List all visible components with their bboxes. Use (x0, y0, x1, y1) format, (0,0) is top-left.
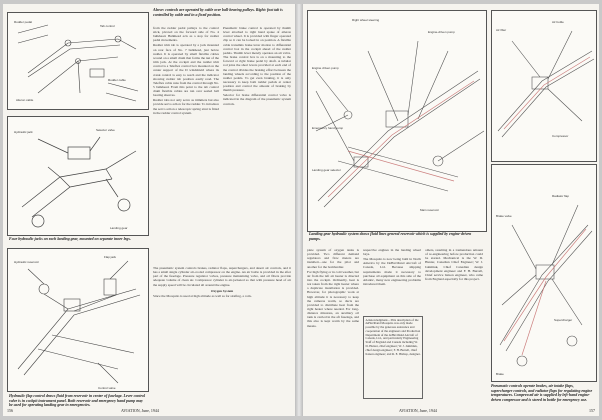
svg-text:Radiator flap: Radiator flap (552, 194, 570, 198)
svg-text:Flap jack: Flap jack (104, 255, 117, 259)
paragraph: The Mosquito is now being built in North America by the DeHavilland Aircraft of Canada, Ltd. Because shipping requirements made it necessary to purchase all equipment on this side of the Atlantic, many new engineering problems introduced them. (363, 257, 421, 287)
svg-text:Tab control: Tab control (100, 24, 115, 28)
oxygen-subhead: Oxygen System (210, 288, 234, 293)
paragraph: respective engines in the landing wheel bays. (363, 248, 421, 257)
acknowledgment-box: Acknowledgment—This description of the deHavilland Mosquito was only made possible by the generous assistance and cooperation of the engineers and Production Department of the deHavilland Aircraft of Canada, Ltd., and particularly Engineering Staff of England and Canada including W. D. Hunter, chief engineer; W. J. Jakimiuk, chief design engineer; F. H. Burrell, chief liaison engineer; and R. E. Bishop, designer. (363, 316, 423, 399)
paragraph: Selector for brake differential control valve is indicated in the diagram of the pneumatic system controls. (223, 93, 291, 106)
paragraph: Rudder trim tab is operated by a jack mounted on rear face of No. 7 bulkhead, just below rudder. It is operated by small flexible cables wound on a small drum that forms the nut of the trim jack. At the cockpit end the rudder trim control is a Teleflex control box mounted on the center support of the D windshield where its crank control is easy to reach and the indicator showing rudder tab position easily read. The Teleflex cable runs from the control through No. 5 bulkhead. From this point to the tab control drum flexible cables are run over sealed ball bearing sheaves. (153, 43, 219, 98)
left-body-column-3 (153, 266, 291, 396)
svg-text:Air filter: Air filter (496, 28, 507, 32)
svg-text:Brake: Brake (496, 372, 504, 376)
svg-text:Control valve: Control valve (98, 386, 116, 390)
paragraph: Pneumatic brake control is operated by thumb lever attached to right hand spoke of aileron control wheel. It is provided with finger operated clip so it can be locked in on position. A flexible cable transmits brake lever motion to differential control box in the cockpit ahead of the rudder pedals. Thumb lever merely operates an air valve. The brake control box is on a mounting to the forward or right brake pedal by shaft. A tubular rod joins the short levers provided at each end of the control divides the braking effort between the landing wheels according to the position of the rudder pedals. To get even braking, it is only necessary to keep both rudder pedals at center position and control the amount of braking by thumb pressure. (223, 26, 291, 93)
pneumatic-system-diagram (491, 10, 597, 162)
footer-right: AVIATION, June, 1944 (399, 408, 437, 413)
footer-left: AVIATION, June, 1944 (121, 408, 159, 413)
paragraph: The pneumatic system controls brakes, radiator flaps, superchargers, and desert air controls, and it has a small single cylinder air-cooled compressor on the engine. An air bottle is provided in the after part of the fuselage. Pressure regulator valves, pressure maintaining valve, and oil filters provide adequate volume of clean air. Compressor cylinder is air-jacketed so that with pressure head of air the supply speed will be circulated all around the engine. (153, 266, 291, 287)
svg-text:Main reservoir: Main reservoir (420, 208, 440, 212)
svg-text:Rudder pedal: Rudder pedal (14, 20, 33, 24)
caption-bottom-left: Hydraulic flap control draws fluid from reservoir in center of fuselage. Lever control valve is in cockpit instrument panel. Both reservoir and emergency hand pump may be used for operating landing gear in emergencies. (9, 394, 146, 407)
paragraph: plete system of oxygen tanks is provided. Two different demand regulators and flow meters are installed—one for the pilot and another for the bombardier. (307, 248, 359, 269)
right-body-column-3 (425, 248, 483, 398)
svg-text:Engine driven pump: Engine driven pump (312, 66, 339, 70)
landing-gear-jacks-diagram (7, 116, 149, 236)
hydraulic-flap-diagram (7, 248, 149, 392)
page-number-left: 156 (7, 408, 13, 413)
svg-text:Right wheel steering: Right wheel steering (352, 18, 380, 22)
svg-text:Hydraulic reservoir: Hydraulic reservoir (14, 260, 40, 264)
gutter (295, 4, 303, 416)
page-number-right: 157 (589, 408, 595, 413)
rudder-control-diagram (7, 12, 149, 110)
paragraph: Rudder tabs not only serve as trimmers but also provide servo action for the rudder. To introduce the servo action a telescopic spring strut is fitted in the rudder control system. (153, 98, 219, 115)
paragraph: others, resulting in a tremendous amount of re-engineering before production could be started. Mechanical is the W. D. Hunter, Canadian Chief Engineer; W. J. Jakimiuk, Chief Canadian design development engineer and F. H. Burrell, Chief service liaison engineer, who came from England especially for this project. (425, 248, 483, 282)
svg-text:Hydraulic jack: Hydraulic jack (14, 130, 33, 134)
svg-text:Rudder cable: Rudder cable (108, 78, 126, 82)
left-page (3, 4, 295, 416)
svg-text:Landing gear: Landing gear (110, 226, 128, 230)
paragraph: Since the Mosquito is used at high altitude as well as for strafing, a com- (153, 293, 252, 298)
right-page (303, 4, 599, 416)
svg-text:Landing gear selector: Landing gear selector (312, 168, 341, 172)
right-body-column-1 (307, 248, 359, 398)
right-body-column-2 (363, 248, 421, 308)
landing-gear-hydraulic-diagram (307, 10, 487, 232)
caption-top-right: Landing gear hydraulic system shows fluid lines general reservoir which is supplied by engine-driven pumps. (309, 232, 472, 241)
svg-text:Brake valve: Brake valve (496, 214, 512, 218)
paragraph: For high flying or in cold weather, but air from the left air heater is directed into the cockpit. Ordinarily, heat is not taken from the right heater where a duplicate installation is provided. However, for photographic work at high altitude it is necessary to keep the cameras warm, so ducts are provided to distribute heat from the right heater where needed. For long-distance missions, an auxiliary oil tank is carried in the aft fuselage, and this also is kept warm by the same means. (307, 269, 359, 328)
svg-text:Aileron cable: Aileron cable (16, 98, 34, 102)
svg-text:Air bottle: Air bottle (552, 20, 564, 24)
svg-text:Compressor: Compressor (552, 134, 569, 138)
svg-text:Emergency hand pump: Emergency hand pump (312, 126, 344, 130)
paragraph: from the rudder pedal pulleys to the control stick, pivoted on the forward side of No. 4 bulkhead. Bulkhead acts as a stop for rudder pedal movements. (153, 26, 219, 43)
svg-text:Selector valve: Selector valve (96, 128, 115, 132)
svg-text:Supercharger: Supercharger (554, 318, 573, 322)
caption-bottom-right: Pneumatic controls operate brakes, air intake flaps, supercharger controls, and radiator flaps for regulating engine temperatures. Compressed air is supplied by left-hand engine-driven compressor and is stored in bottle for emergency use. (491, 384, 593, 402)
caption-top-left: Above: controls are operated by cable over ball-bearing pulleys. Right: foot tab is controlled by cable and in a fixed position. (153, 8, 283, 17)
caption-mid-left: Four hydraulic jacks on each landing gear, mounted on separate inner legs. (9, 237, 131, 241)
svg-text:Engine-driven pump: Engine-driven pump (428, 30, 455, 34)
pneumatic-controls-diagram (491, 164, 597, 382)
left-body-column-2 (223, 26, 291, 266)
